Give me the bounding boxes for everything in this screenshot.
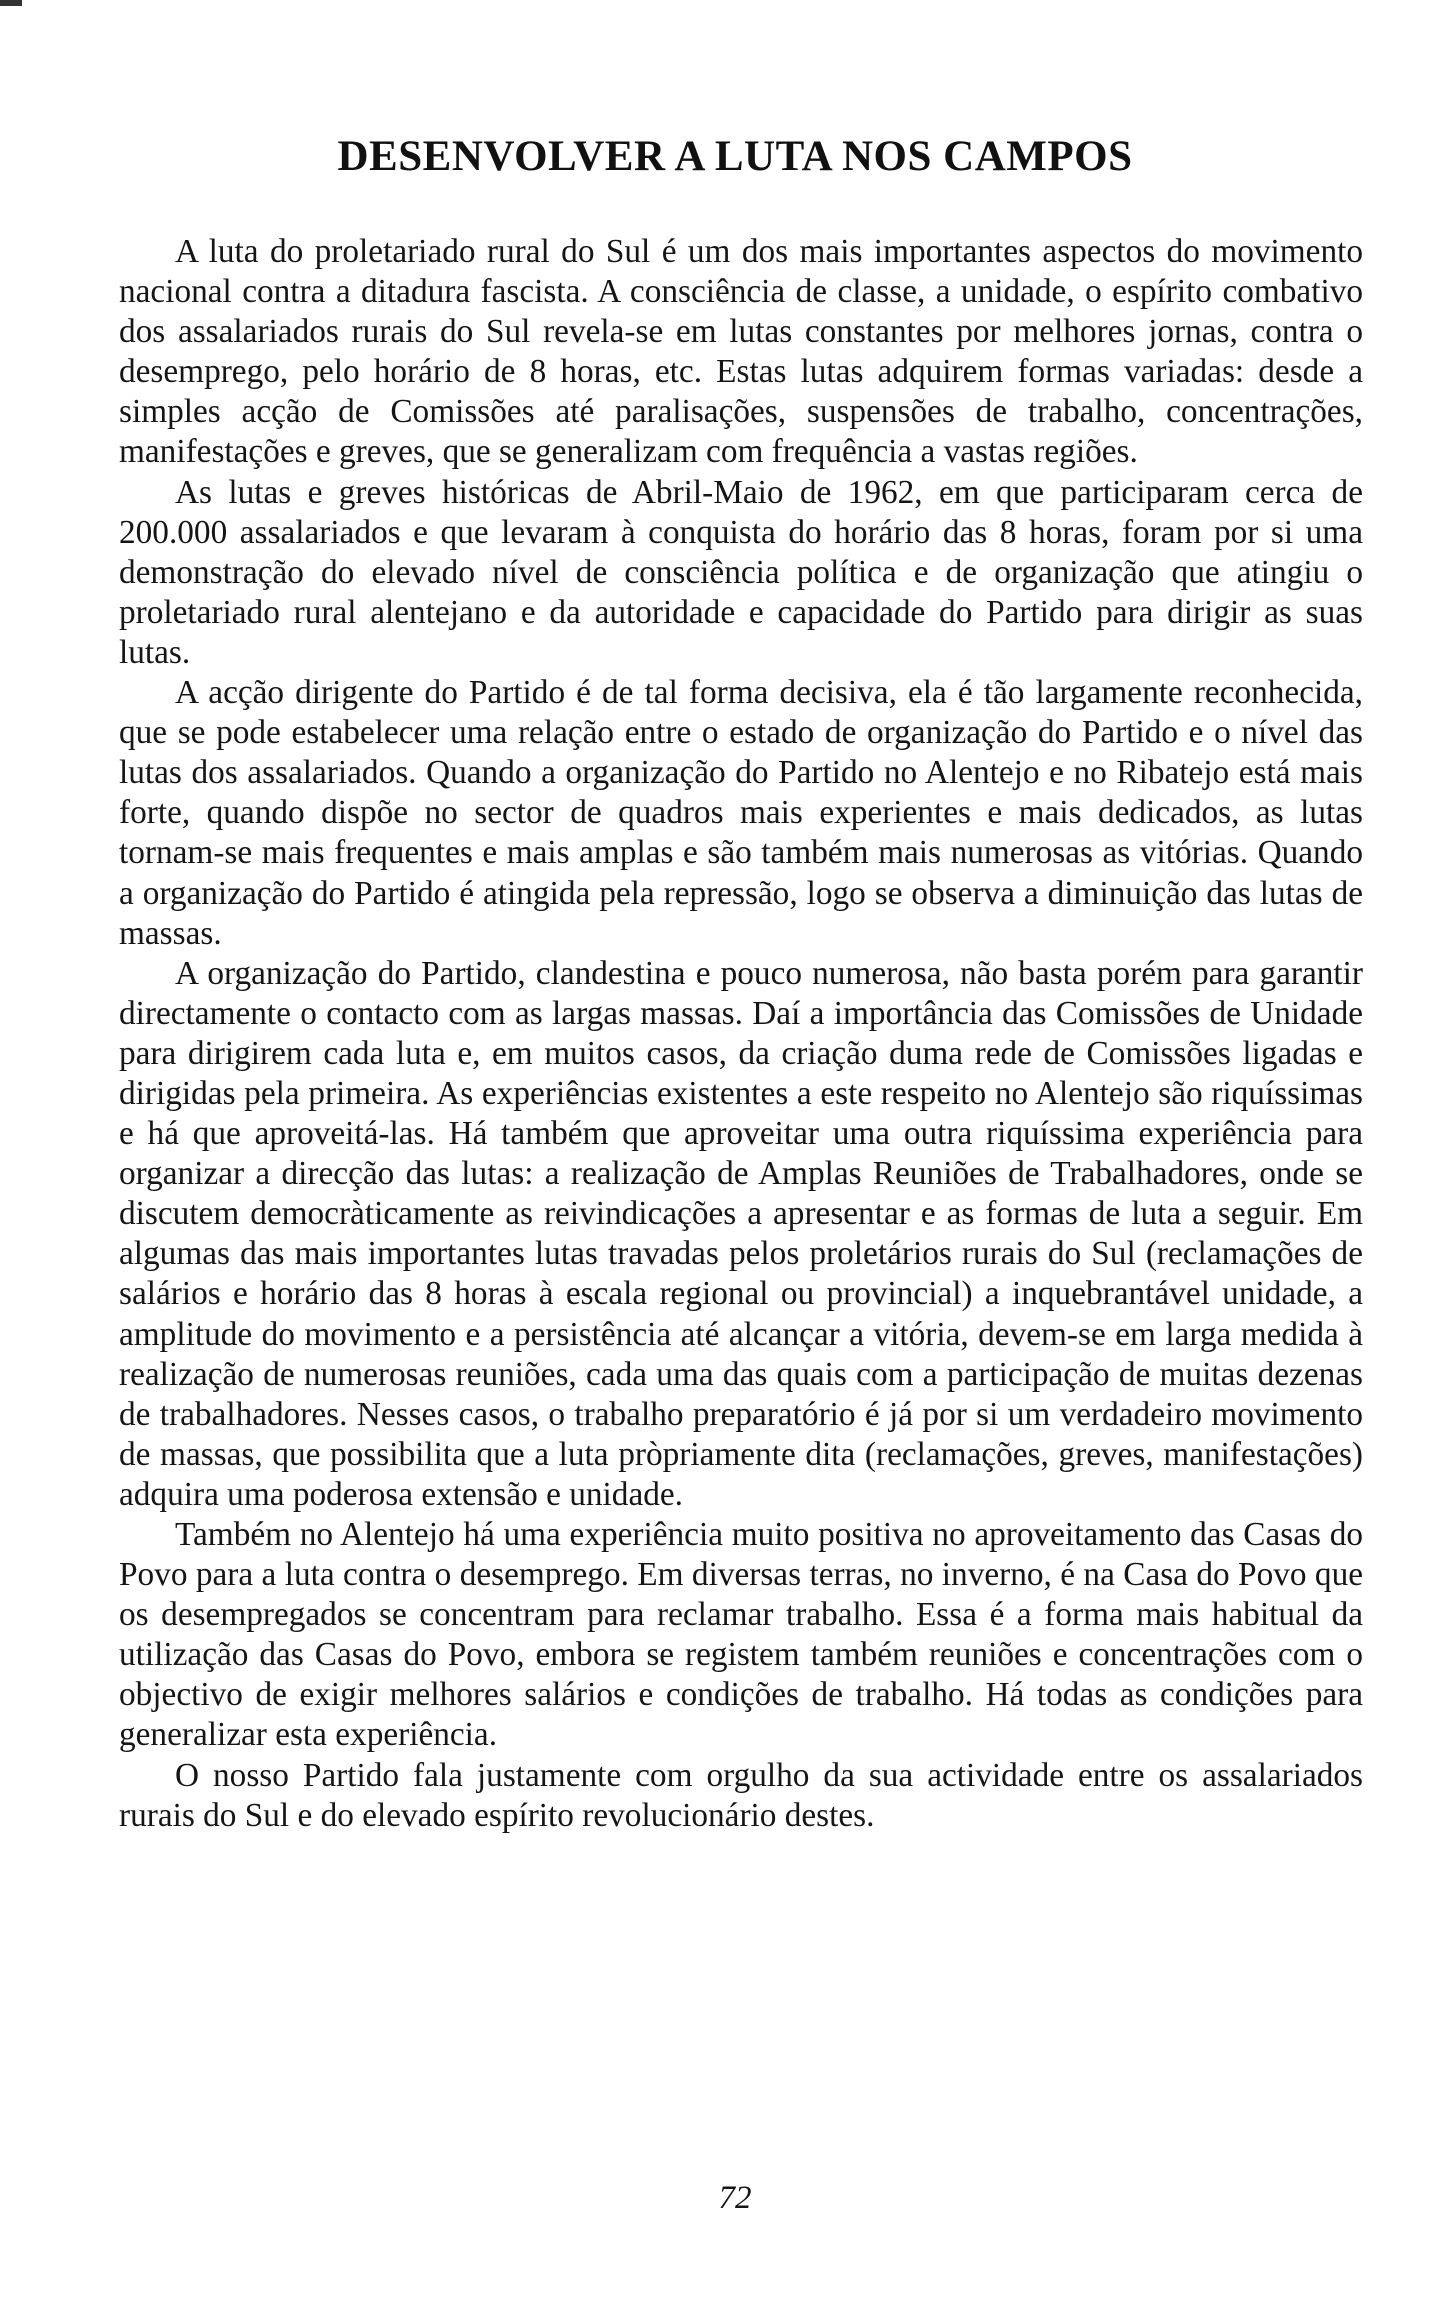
paragraph: A luta do proletariado rural do Sul é um dos mais importantes aspectos do movimento nacional contra a ditadura fascista. A consciência de classe, a unidade, o espírito combativo dos assalariados rurais do Sul revela-se em lutas constantes por melhores jornas, contra o desemprego, pelo horário de 8 horas, etc. Estas lutas adquirem formas variadas: desde a simples acção de Comissões até paralisações, suspensões de trabalho, concentrações, manifestações e greves, que se generalizam com frequência a vastas regiões.	[119, 233, 1363, 471]
paragraph: As lutas e greves históricas de Abril-Maio de 1962, em que participaram cerca de 200.000 assalariados e que levaram à conquista do horário das 8 horas, foram por si uma demonstração do elevado nível de consciência política e de organização que atingiu o proletariado rural alentejano e da autoridade e capacidade do Partido para dirigir as suas lutas.	[119, 473, 1363, 671]
scan-corner-mark	[0, 0, 22, 6]
paragraph: O nosso Partido fala justamente com orgulho da sua actividade entre os assalariados rurais do Sul e do elevado espírito revolucionário destes.	[119, 1756, 1363, 1834]
page-number: 72	[718, 2180, 752, 2216]
body-text	[119, 232, 1363, 1836]
page-title: DESENVOLVER A LUTA NOS CAMPOS	[337, 133, 1133, 180]
paragraph: Também no Alentejo há uma experiência muito positiva no aproveitamento das Casas do Povo para a luta contra o desemprego. Em diversas terras, no inverno, é na Casa do Povo que os desempregados se concentram para reclamar trabalho. Essa é a forma mais habitual da utilização das Casas do Povo, embora se registem também reuniões e concentrações com o objectivo de exigir melhores salários e condições de trabalho. Há todas as condições para generalizar esta experiência.	[119, 1516, 1363, 1754]
paragraph: A organização do Partido, clandestina e pouco numerosa, não basta porém para garantir directamente o contacto com as largas massas. Daí a importância das Comissões de Unidade para dirigirem cada luta e, em muitos casos, da criação duma rede de Comissões ligadas e dirigidas pela primeira. As experiências existentes a este respeito no Alentejo são riquíssimas e há que aproveitá-las. Há também que aproveitar uma outra riquíssima experiência para organizar a direcção das lutas: a realização de Amplas Reuniões de Trabalhadores, onde se discutem democràticamente as reivindicações a apresentar e as formas de luta a seguir. Em algumas das mais importantes lutas travadas pelos proletários rurais do Sul (reclamações de salários e horário das 8 horas à escala regional ou provincial) a inquebrantável unidade, a amplitude do movimento e a persistência até alcançar a vitória, devem-se em larga medida à realização de numerosas reuniões, cada uma das quais com a participação de muitas dezenas de trabalhadores. Nesses casos, o trabalho preparatório é já por si um verdadeiro movimento de massas, que possibilita que a luta pròpriamente dita (reclamações, greves, manifestações) adquira uma poderosa extensão e unidade.	[119, 954, 1363, 1513]
paragraph: A acção dirigente do Partido é de tal forma decisiva, ela é tão largamente reconhecida, que se pode estabelecer uma relação entre o estado de organização do Partido e o nível das lutas dos assalariados. Quando a organização do Partido no Alentejo e no Ribatejo está mais forte, quando dispõe no sector de quadros mais experientes e mais dedicados, as lutas tornam-se mais frequentes e mais amplas e são também mais numerosas as vitórias. Quando a organização do Partido é atingida pela repressão, logo se observa a diminuição das lutas de massas.	[119, 674, 1363, 952]
